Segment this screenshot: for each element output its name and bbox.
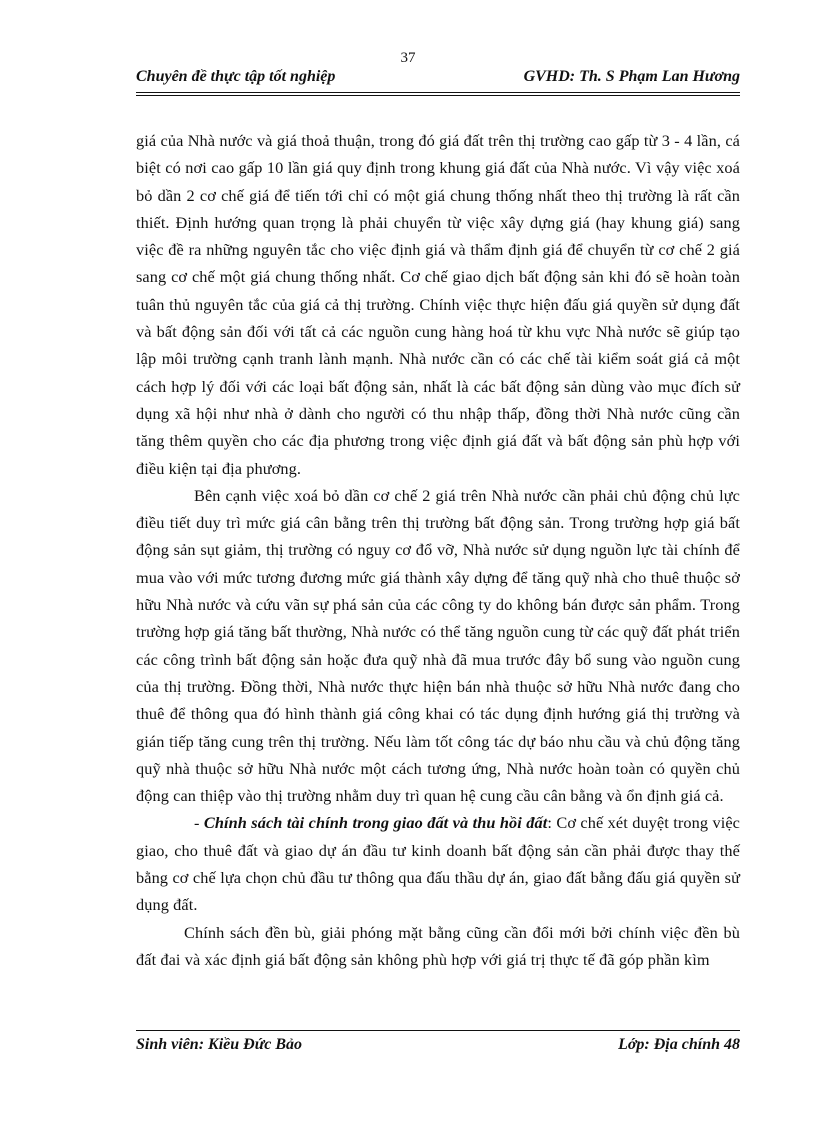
paragraph-1: giá của Nhà nước và giá thoả thuận, trong đó giá đất trên thị trường cao gấp từ 3 - 4 lần, cá biệt có nơi cao gấp 10 lần giá quy định trong khung giá đất của Nhà nước. Vì vậy việc xoá bỏ dần 2 cơ chế giá để tiến tới chỉ có một giá chung thống nhất theo thị trường là rất cần thiết. Định hướng quan trọng là phải chuyển từ việc xây dựng giá (hay khung giá) sang việc đề ra những nguyên tắc cho việc định giá và thẩm định giá để chuyển từ cơ chế 2 giá sang cơ chế một giá chung thống nhất. Cơ chế giao dịch bất động sản khi đó sẽ hoàn toàn tuân thủ nguyên tắc của giá cả thị trường. Chính việc thực hiện đấu giá quyền sử dụng đất và bất động sản đối với tất cả các nguồn cung hàng hoá từ khu vực Nhà nước sẽ giúp tạo lập môi trường cạnh tranh lành mạnh. Nhà nước cần có các chế tài kiểm soát giá cả một cách hợp lý đối với các loại bất động sản, nhất là các bất động sản dùng vào mục đích sử dụng xã hội như nhà ở dành cho người có thu nhập thấp, đồng thời Nhà nước cũng cần tăng thêm quyền cho các địa phương trong việc định giá đất và bất động sản phù hợp với điều kiện tại địa phương. bbox=[136, 131, 740, 478]
footer-student: Sinh viên: Kiều Đức Bảo bbox=[136, 1036, 303, 1053]
page-number: 37 bbox=[400, 50, 416, 66]
footer-rule bbox=[136, 1030, 740, 1031]
footer-class: Lớp: Địa chính 48 bbox=[618, 1036, 740, 1053]
paragraph-3-text: : Cơ chế xét duyệt trong việc giao, cho thuê đất và giao dự án đầu tư kinh doanh bất động sản cần phải được thay thế bằng cơ chế lựa chọn chủ đầu tư thông qua đấu thầu dự án, giao đất bằng đấu giá quyền sử dụng đất. bbox=[136, 813, 740, 915]
header-title: Chuyên đề thực tập tốt nghiệp bbox=[136, 68, 336, 85]
header-advisor: GVHD: Th. S Phạm Lan Hương bbox=[523, 68, 740, 85]
paragraph-3-prefix: - bbox=[194, 813, 204, 833]
paragraph-2: Bên cạnh việc xoá bỏ dần cơ chế 2 giá trên Nhà nước cần phải chủ động chủ lực điều tiết duy trì mức giá cân bằng trên thị trường bất động sản. Trong trường hợp giá bất động sản sụt giảm, thị trường có nguy cơ đổ vỡ, Nhà nước sử dụng nguồn lực tài chính để mua vào với mức tương đương mức giá thành xây dựng để tăng quỹ nhà cho thuê thuộc sở hữu Nhà nước và cứu vãn sự phá sản của các công ty do không bán được sản phẩm. Trong trường hợp giá tăng bất thường, Nhà nước có thể tăng nguồn cung từ các quỹ đất phát triển các công trình bất động sản hoặc đưa quỹ nhà đã mua trước đây bổ sung vào nguồn cung của thị trường. Đồng thời, Nhà nước thực hiện bán nhà thuộc sở hữu Nhà nước đang cho thuê để thông qua đó hình thành giá công khai có tác dụng định hướng giá thị trường và gián tiếp tăng cung trên thị trường. Nếu làm tốt công tác dự báo nhu cầu và chủ động tăng quỹ nhà thuộc sở hữu Nhà nước một cách tương ứng, Nhà nước hoàn toàn có quyền chủ động can thiệp vào thị trường nhằm duy trì quan hệ cung cầu cân bằng và ổn định giá cả. bbox=[136, 485, 740, 806]
page-header bbox=[136, 68, 740, 90]
page-footer bbox=[136, 1036, 740, 1058]
paragraph-4: Chính sách đền bù, giải phóng mặt bằng cũng cần đổi mới bởi chính việc đền bù đất đai và xác định giá bất động sản không phù hợp với giá trị thực tế đã góp phần kìm bbox=[136, 922, 740, 969]
header-rule bbox=[136, 92, 740, 96]
document-body bbox=[136, 127, 740, 973]
section-heading: Chính sách tài chính trong giao đất và thu hồi đất bbox=[203, 813, 548, 833]
paragraph-3 bbox=[136, 809, 740, 918]
